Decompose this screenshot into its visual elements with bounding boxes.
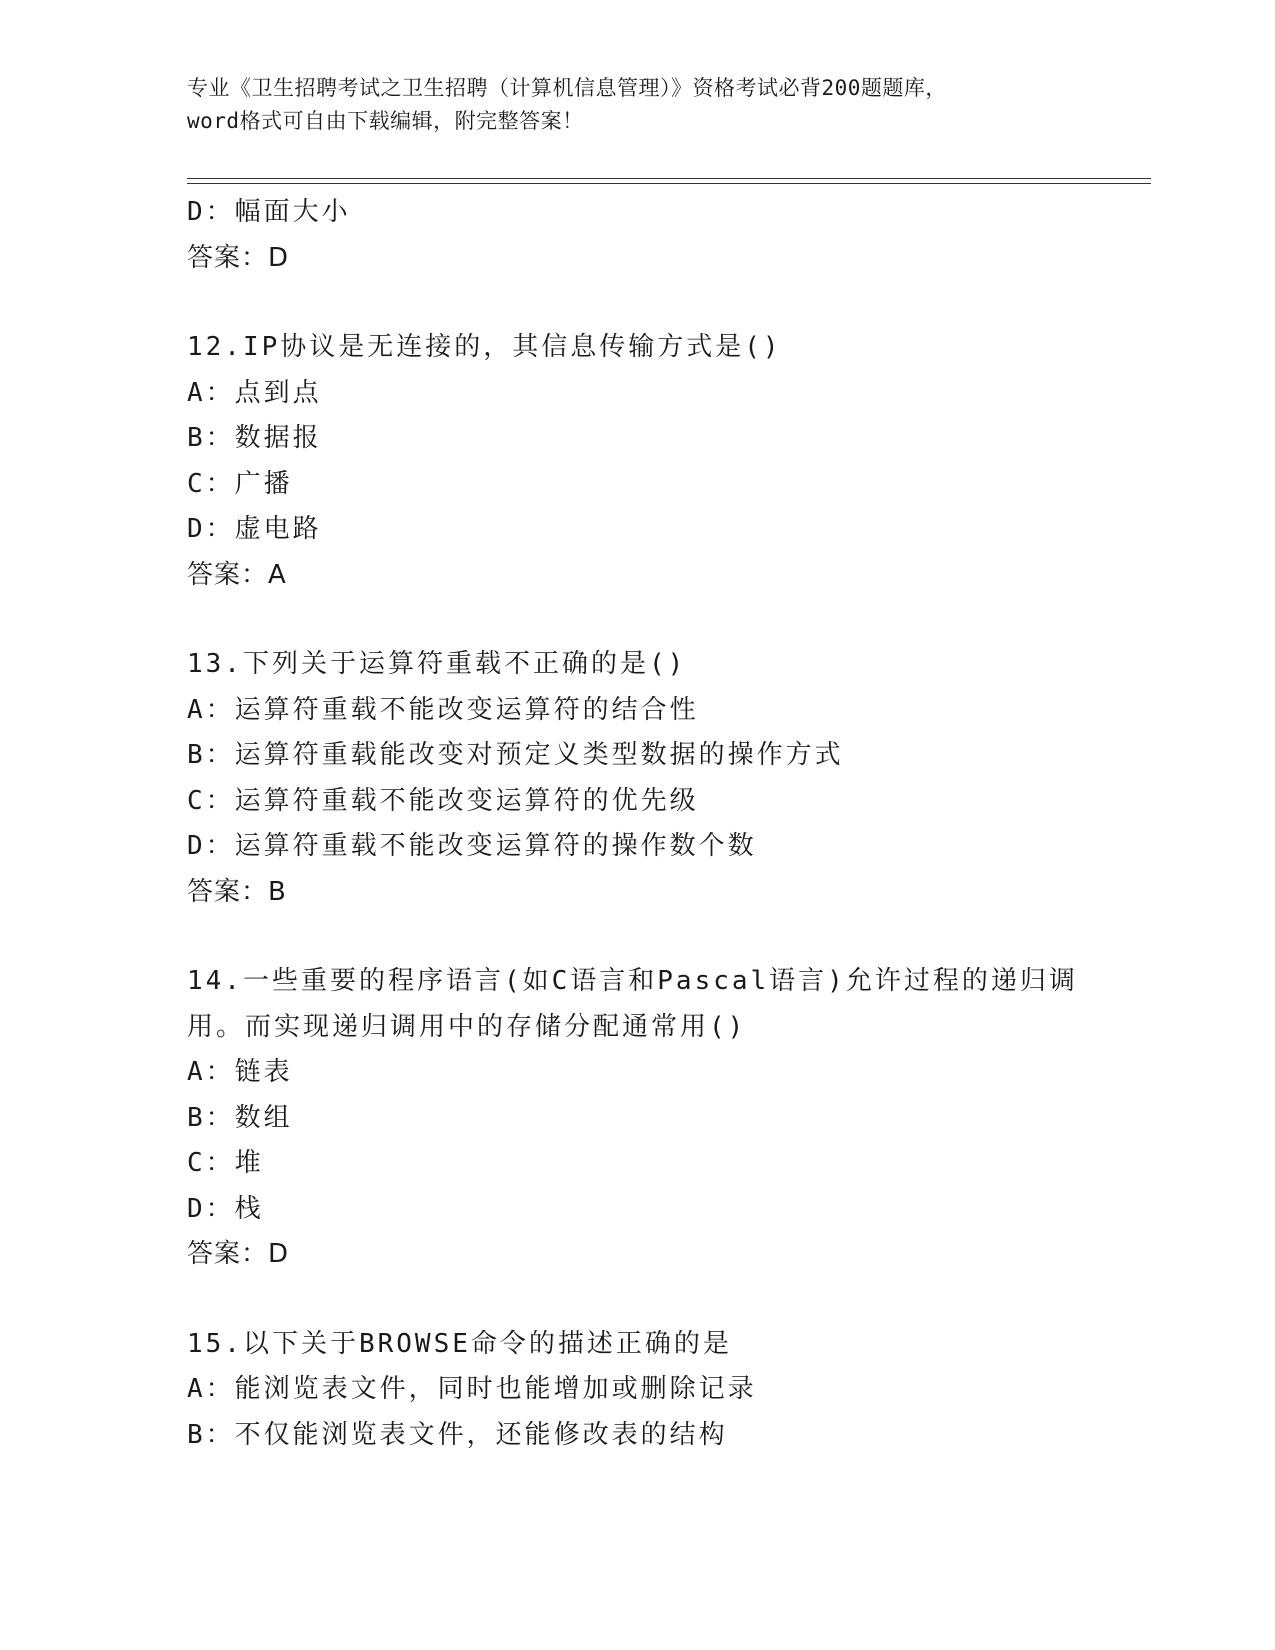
option-d: D：栈 — [187, 1193, 264, 1224]
question-gap — [187, 915, 1127, 959]
header-divider-top — [187, 178, 1151, 179]
question-gap — [187, 281, 1127, 325]
question-text: 15.以下关于BROWSE命令的描述正确的是 — [187, 1328, 732, 1359]
question-text: 14.一些重要的程序语言(如C语言和Pascal语言)允许过程的递归调 — [187, 966, 1078, 996]
answer-line: 答案：A — [187, 559, 287, 590]
option-a: A：链表 — [187, 1057, 293, 1087]
answer-line: 答案：D — [187, 1239, 290, 1269]
answer-line: 答案：D — [187, 242, 290, 273]
option-b: B：数组 — [187, 1102, 293, 1133]
option-a: A：运算符重载不能改变运算符的结合性 — [187, 694, 699, 725]
question-13 — [187, 642, 1127, 915]
header-divider-bottom — [187, 183, 1151, 184]
question-14 — [187, 959, 1127, 1278]
option-d: D：幅面大小 — [187, 197, 351, 227]
option-b: B：数据报 — [187, 423, 322, 453]
question-text: 12.IP协议是无连接的，其信息传输方式是() — [187, 332, 782, 362]
option-b: B：不仅能浏览表文件，还能修改表的结构 — [187, 1419, 728, 1450]
option-a: A：点到点 — [187, 377, 322, 408]
option-a: A：能浏览表文件，同时也能增加或删除记录 — [187, 1374, 757, 1404]
question-text-continued: 用。而实现递归调用中的存储分配通常用() — [187, 1011, 747, 1042]
answer-line: 答案：B — [187, 876, 287, 907]
question-12 — [187, 325, 1127, 598]
question-15 — [187, 1322, 1127, 1459]
option-c: C：堆 — [187, 1148, 264, 1178]
document-header — [187, 72, 1087, 138]
header-line-1: 专业《卫生招聘考试之卫生招聘（计算机信息管理）》资格考试必背200题题库， — [187, 76, 947, 100]
header-line-2: word格式可自由下载编辑，附完整答案！ — [187, 109, 584, 133]
option-c: C：广播 — [187, 468, 293, 499]
option-b: B：运算符重载能改变对预定义类型数据的操作方式 — [187, 740, 844, 770]
question-gap — [187, 598, 1127, 642]
question-text: 13.下列关于运算符重载不正确的是() — [187, 649, 687, 679]
option-d: D：运算符重载不能改变运算符的操作数个数 — [187, 831, 757, 861]
option-d: D：虚电路 — [187, 514, 322, 544]
option-c: C：运算符重载不能改变运算符的优先级 — [187, 785, 699, 816]
question-list — [187, 190, 1127, 1458]
question-11-tail — [187, 190, 1127, 281]
question-gap — [187, 1278, 1127, 1322]
